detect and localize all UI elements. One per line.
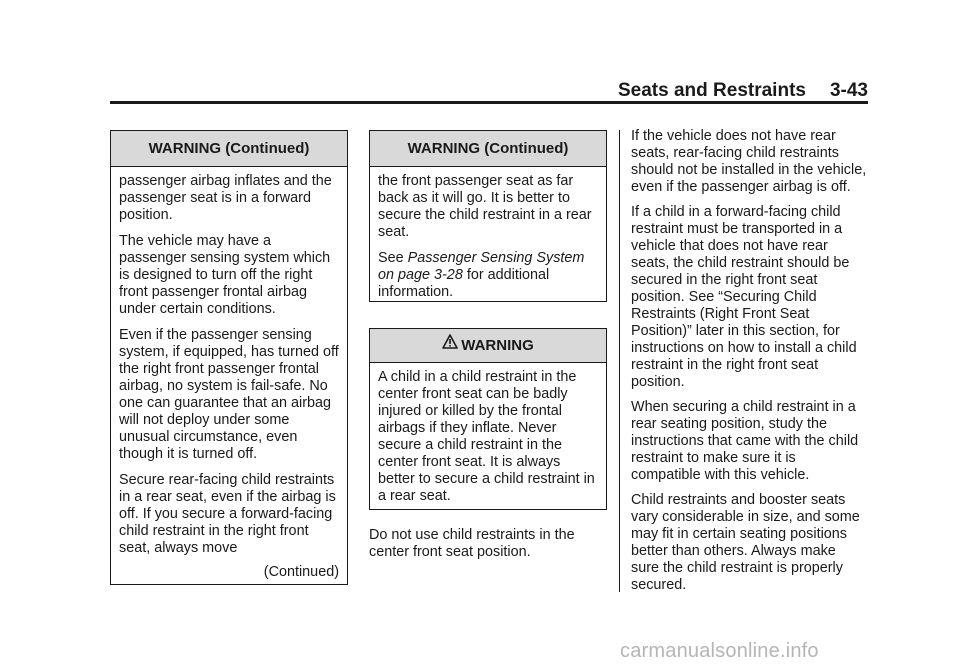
body-text-column-2: [369, 527, 607, 570]
warning-paragraph: [378, 250, 598, 301]
cross-reference-link[interactable]: Passenger Sensing System on page 3-28: [378, 250, 585, 283]
warning-paragraph: passenger airbag inflates and the passenger seat is in a forward position.: [119, 173, 332, 223]
warning-heading-row: [370, 329, 606, 363]
body-paragraph: Child restraints and booster seats vary considerable in size, and some may fit in certain seating positions better than others. Always make sure the child restraint is properly secured.: [631, 492, 860, 593]
warning-paragraph: Secure rear-facing child restraints in a rear seat, even if the airbag is off. If you secure a forward-facing child restraint in the right front seat, always move: [119, 472, 336, 556]
warning-paragraph: the front passenger seat as far back as it will go. It is better to secure the child restraint in a rear seat.: [378, 173, 592, 240]
warning-box-continued-left: [110, 130, 348, 585]
body-paragraph: If the vehicle does not have rear seats, rear-facing child restraints should not be installed in the vehicle, even if the passenger airbag is off.: [631, 128, 867, 195]
continued-label: (Continued): [263, 564, 339, 580]
page-number: 3-43: [829, 80, 868, 101]
warning-body: [370, 167, 606, 301]
body-paragraph: Do not use child restraints in the center front seat position.: [369, 527, 575, 560]
warning-paragraph: The vehicle may have a passenger sensing system which is designed to turn off the right front passenger frontal airbag under certain conditions.: [119, 233, 331, 317]
site-watermark: carmanualsonline.info: [620, 640, 819, 662]
body-paragraph: When securing a child restraint in a rear seating position, study the instructions that came with the child restraint to make sure it is compatible with this vehicle.: [631, 399, 859, 483]
warning-heading: WARNING (Continued): [370, 131, 606, 167]
warning-box: [369, 328, 607, 510]
column-divider: [619, 130, 620, 592]
header-rule: [110, 101, 868, 104]
warning-body: [111, 167, 347, 557]
warning-box-continued-middle: [369, 130, 607, 302]
warning-triangle-icon: [442, 328, 458, 362]
warning-heading: WARNING (Continued): [111, 131, 347, 167]
see-suffix: for additional information.: [378, 267, 550, 300]
body-paragraph: If a child in a forward-facing child restraint must be transported in a vehicle that does not have rear seats, the child restraint should be secured in the right front seat position. See “Securing Child Restraints (Right Front Seat Position)” later in this section, for instructions on how to install a child restraint in the right front seat position.: [631, 204, 857, 390]
see-prefix: See: [378, 250, 408, 266]
warning-paragraph: Even if the passenger sensing system, if equipped, has turned off the right front passenger frontal airbag, no system is fail-safe. No one can guarantee that an airbag will not deploy under some unusual circumstance, even though it is turned off.: [119, 327, 339, 462]
section-title: Seats and Restraints: [618, 80, 806, 101]
warning-body: [370, 363, 606, 505]
warning-paragraph: A child in a child restraint in the center front seat can be badly injured or killed by the frontal airbags if they inflate. Never secure a child restraint in the center front seat. It is always better to secure a child restraint in a rear seat.: [378, 369, 595, 504]
body-text-column-3: [631, 128, 867, 602]
warning-heading: WARNING: [461, 337, 534, 354]
